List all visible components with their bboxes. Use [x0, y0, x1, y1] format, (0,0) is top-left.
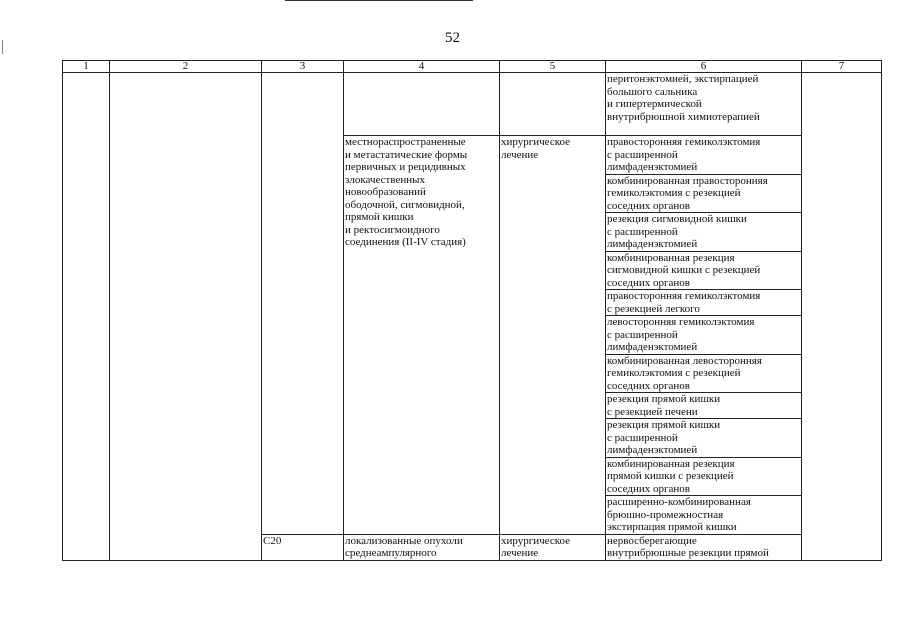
- header-col-6: 6: [606, 61, 802, 73]
- treatment-method: комбинированная резекция прямой кишки с резекцией соседних органов: [606, 457, 801, 496]
- col3-cell: [262, 73, 344, 535]
- header-col-7: 7: [802, 61, 882, 73]
- treatment-method: комбинированная правосторонняя гемиколэктомия с резекцией соседних органов: [606, 174, 801, 213]
- treatment-method: левосторонняя гемиколэктомия с расширенной лимфаденэктомией: [606, 316, 801, 355]
- top-rule: [285, 0, 473, 1]
- list-item: [606, 213, 801, 252]
- treatment-method: комбинированная резекция сигмовидной кишки с резекцией соседних органов: [606, 251, 801, 290]
- list-item: [606, 174, 801, 213]
- list-item: [606, 316, 801, 355]
- disease-description: местнораспространенные и метастатические формы первичных и рецидивных злокачественных новообразований ободочной, сигмовидной, прямой кишки и ректосигмоидного соединения (II-IV стадия): [344, 136, 500, 535]
- list-item: [606, 136, 801, 174]
- col1-cell: [63, 73, 110, 561]
- disease-description: локализованные опухоли среднеампулярного: [344, 534, 500, 560]
- col2-cell: [110, 73, 262, 561]
- treatment-method: правосторонняя гемиколэктомия с расширенной лимфаденэктомией: [606, 136, 801, 174]
- list-item: [606, 393, 801, 419]
- treatment-methods-list: [606, 136, 801, 534]
- treatment-method: расширенно-комбинированная брюшно-промежностная экстирпация прямой кишки: [607, 496, 751, 533]
- treatment-methods-cell: [606, 136, 802, 535]
- header-col-2: 2: [110, 61, 262, 73]
- header-row: [63, 61, 882, 73]
- list-item: [606, 354, 801, 393]
- list-item: [606, 290, 801, 316]
- treatment-method: резекция прямой кишки с резекцией печени: [606, 393, 801, 419]
- treatment-method: комбинированная левосторонняя гемиколэктомия с резекцией соседних органов: [606, 354, 801, 393]
- table-row: [63, 73, 882, 136]
- treatment-type: хирургическое лечение: [500, 534, 606, 560]
- header-col-3: 3: [262, 61, 344, 73]
- medical-care-table: [62, 60, 882, 561]
- col7-cell: [802, 73, 882, 561]
- page-number: 52: [445, 30, 460, 46]
- col4-cell: [344, 73, 500, 136]
- list-item: [606, 419, 801, 458]
- col5-cell: [500, 73, 606, 136]
- list-item: [606, 251, 801, 290]
- treatment-method: резекция сигмовидной кишки с расширенной лимфаденэктомией: [606, 213, 801, 252]
- treatment-method: нервосберегающие внутрибрюшные резекции прямой: [606, 534, 802, 560]
- treatment-type: хирургическое лечение: [500, 136, 606, 535]
- treatment-method: резекция прямой кишки с расширенной лимфаденэктомией: [606, 419, 801, 458]
- treatment-method: перитонэктомией, экстирпацией большого сальника и гипертермической внутрибрюшной химиотерапией: [606, 73, 802, 136]
- list-item: [606, 496, 801, 534]
- header-col-1: 1: [63, 61, 110, 73]
- header-col-4: 4: [344, 61, 500, 73]
- icd-code: С20: [262, 534, 344, 560]
- treatment-method: правосторонняя гемиколэктомия с резекцией легкого: [606, 290, 801, 316]
- list-item: [606, 457, 801, 496]
- header-col-5: 5: [500, 61, 606, 73]
